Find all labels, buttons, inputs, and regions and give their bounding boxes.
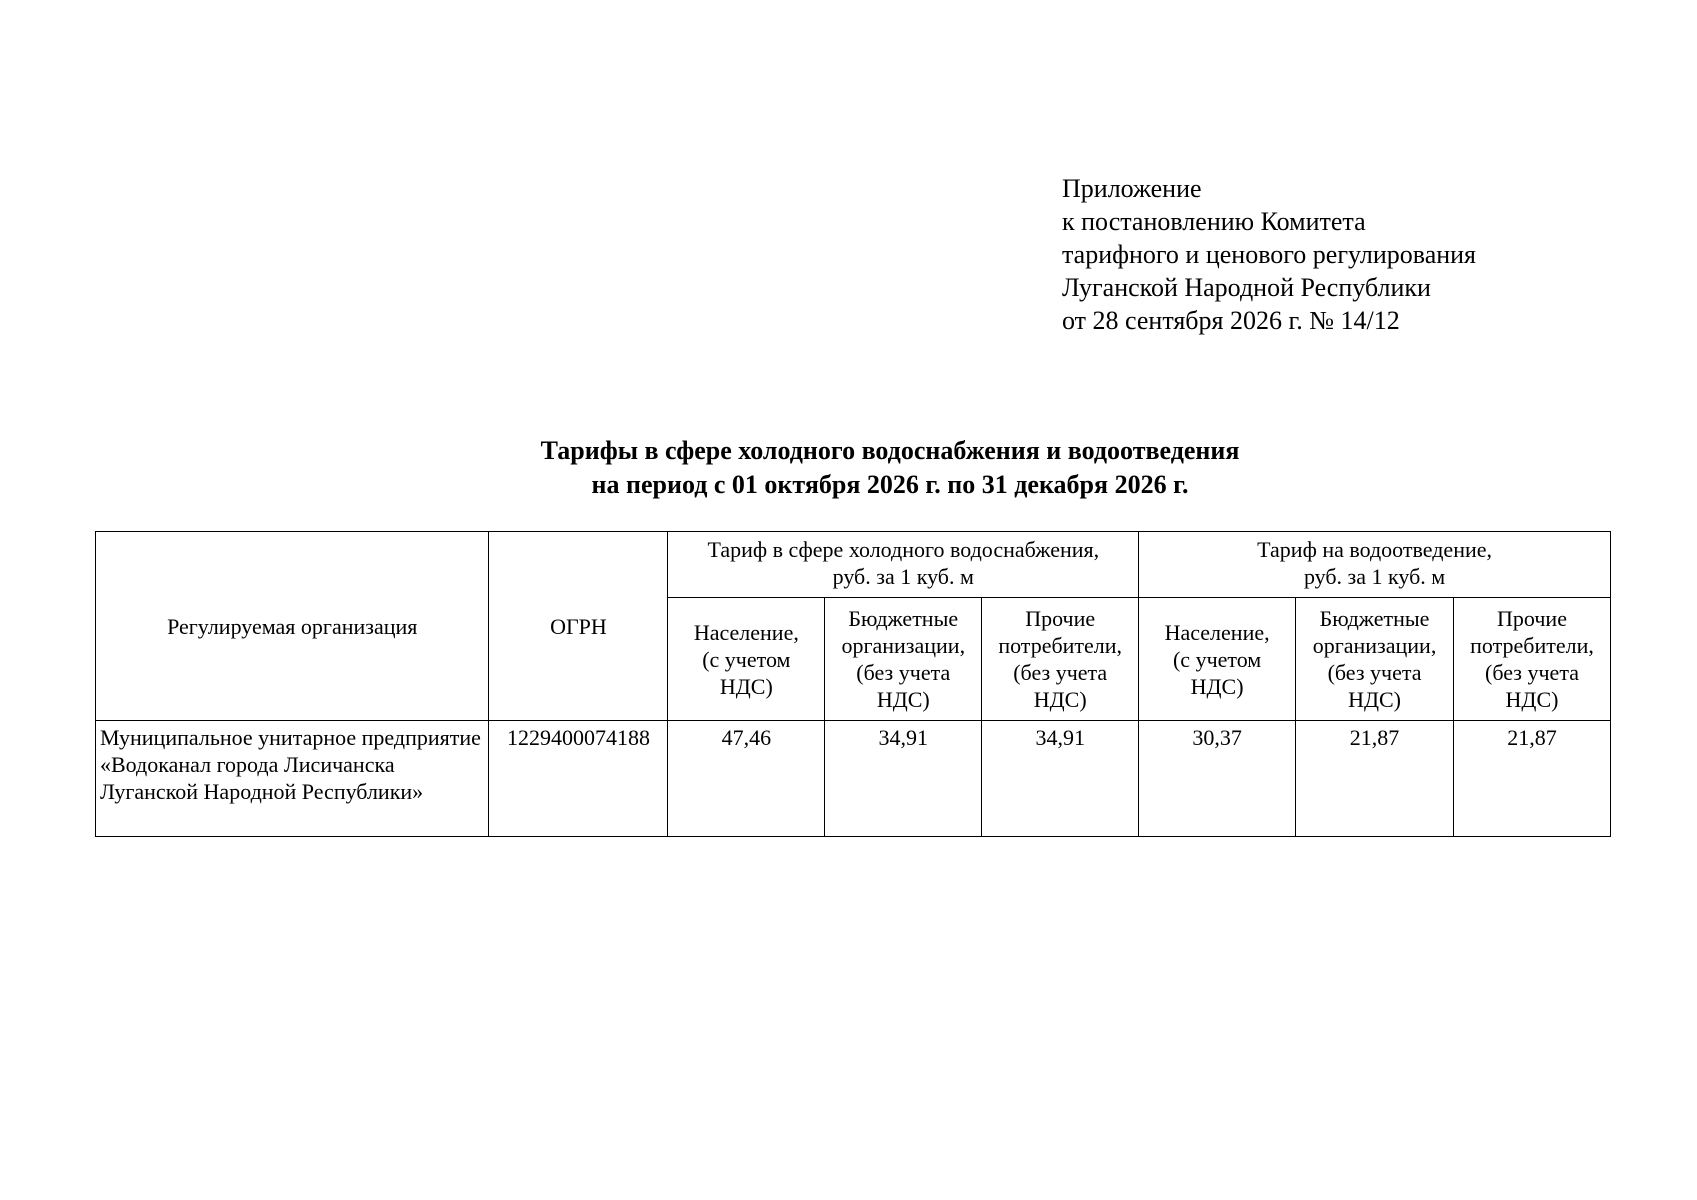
- header-water-budget: Бюджетные организации, (без учета НДС): [825, 598, 982, 721]
- cell-sewer-budget: 21,87: [1296, 721, 1454, 837]
- appendix-line: Луганской Народной Республики: [1062, 273, 1431, 302]
- table-row: [96, 721, 1611, 837]
- header-sewer-population: Население, (с учетом НДС): [1139, 598, 1296, 721]
- cell-water-population: 47,46: [668, 721, 825, 837]
- header-sewer-other: Прочие потребители, (без учета НДС): [1454, 598, 1611, 721]
- appendix-line: от 28 сентября 2026 г. № 14/12: [1062, 306, 1400, 335]
- tariffs-table: [95, 531, 1611, 837]
- header-sewer-budget: Бюджетные организации, (без учета НДС): [1296, 598, 1454, 721]
- header-water-group: Тариф в сфере холодного водоснабжения, руб. за 1 куб. м: [668, 532, 1139, 598]
- header-water-population: Население, (с учетом НДС): [668, 598, 825, 721]
- appendix-line: Приложение: [1062, 174, 1202, 203]
- cell-sewer-population: 30,37: [1139, 721, 1296, 837]
- title-line-2: на период с 01 октября 2026 г. по 31 декабря 2026 г.: [591, 470, 1189, 499]
- title-line-1: Тарифы в сфере холодного водоснабжения и водоотведения: [540, 436, 1240, 465]
- header-row-groups: [96, 532, 1611, 598]
- header-water-other: Прочие потребители, (без учета НДС): [982, 598, 1139, 721]
- appendix-line: тарифного и ценового регулирования: [1062, 240, 1477, 269]
- appendix-line: к постановлению Комитета: [1062, 207, 1366, 236]
- cell-water-budget: 34,91: [825, 721, 982, 837]
- document-title: [0, 434, 1697, 502]
- header-sewer-group: Тариф на водоотведение, руб. за 1 куб. м: [1139, 532, 1611, 598]
- cell-water-other: 34,91: [982, 721, 1139, 837]
- appendix-block: [1062, 172, 1476, 337]
- cell-ogrn: 1229400074188: [489, 721, 668, 837]
- header-organization: Регулируемая организация: [96, 532, 489, 721]
- cell-organization: Муниципальное унитарное предприятие «Водоканал города Лисичанска Луганской Народной Республики»: [96, 721, 489, 837]
- header-ogrn: ОГРН: [489, 532, 668, 721]
- cell-sewer-other: 21,87: [1454, 721, 1611, 837]
